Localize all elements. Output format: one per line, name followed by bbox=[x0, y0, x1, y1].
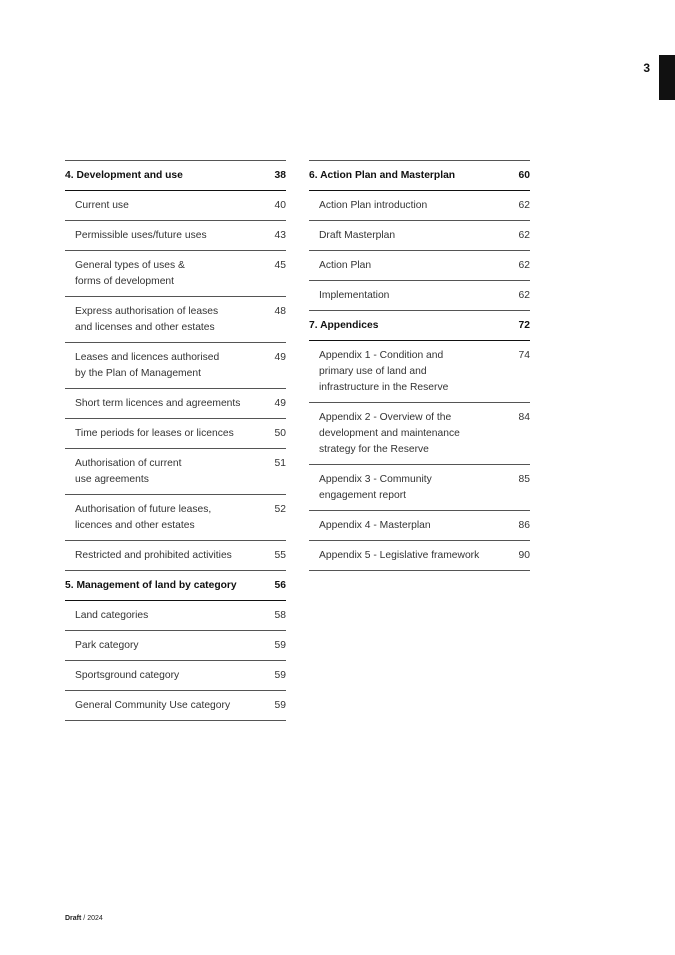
toc-entry-title: Restricted and prohibited activities bbox=[75, 550, 232, 561]
toc-entry-title: Sportsground category bbox=[75, 670, 180, 681]
toc-entry[interactable] bbox=[309, 221, 530, 251]
toc-entry[interactable] bbox=[65, 191, 286, 221]
toc-entry-page-number: 56 bbox=[274, 580, 286, 591]
page-edge-tab bbox=[659, 55, 675, 100]
toc-left-column bbox=[65, 160, 286, 721]
footer-separator: / bbox=[81, 915, 88, 922]
toc-entry-title: Appendix 1 - Condition and primary use of land and infrastructure in the Reserve bbox=[319, 350, 449, 393]
toc-entry-title: Authorisation of current use agreements bbox=[75, 458, 182, 485]
footer-year: 2024 bbox=[87, 915, 103, 922]
toc-entry[interactable] bbox=[65, 661, 286, 691]
toc-entry-page-number: 59 bbox=[274, 670, 286, 681]
toc-entry-title: Appendix 2 - Overview of the development and maintenance strategy for the Reserve bbox=[319, 412, 460, 455]
toc-entry-title: Leases and licences authorised by the Plan of Management bbox=[75, 352, 220, 379]
toc-entry[interactable] bbox=[65, 221, 286, 251]
toc-entry[interactable] bbox=[309, 251, 530, 281]
toc-entry-page-number: 58 bbox=[274, 610, 286, 621]
toc-entry-title: Implementation bbox=[319, 290, 390, 301]
toc-section-heading[interactable] bbox=[65, 161, 286, 191]
toc-entry-page-number: 84 bbox=[518, 412, 530, 423]
footer bbox=[65, 915, 103, 922]
toc-entry[interactable] bbox=[309, 465, 530, 511]
toc-entry[interactable] bbox=[65, 495, 286, 541]
toc-entry-page-number: 74 bbox=[518, 350, 530, 361]
toc-entry-title: 4. Development and use bbox=[65, 170, 183, 181]
toc-entry[interactable] bbox=[65, 343, 286, 389]
toc-entry-title: Time periods for leases or licences bbox=[75, 428, 234, 439]
toc-entry[interactable] bbox=[65, 631, 286, 661]
toc-entry-title: Action Plan introduction bbox=[319, 200, 428, 211]
toc-entry-page-number: 85 bbox=[518, 474, 530, 485]
toc-entry-page-number: 52 bbox=[274, 504, 286, 515]
toc-entry-page-number: 43 bbox=[274, 230, 286, 241]
toc-entry-title: General types of uses & forms of development bbox=[75, 260, 185, 287]
toc-entry[interactable] bbox=[65, 251, 286, 297]
toc-entry-page-number: 49 bbox=[274, 398, 286, 409]
toc-entry-page-number: 48 bbox=[274, 306, 286, 317]
toc-entry[interactable] bbox=[309, 191, 530, 221]
toc-section-heading[interactable] bbox=[309, 161, 530, 191]
toc-entry[interactable] bbox=[65, 419, 286, 449]
toc-section-heading[interactable] bbox=[309, 311, 530, 341]
toc-entry-title: Land categories bbox=[75, 610, 149, 621]
toc-entry-title: Appendix 5 - Legislative framework bbox=[319, 550, 480, 561]
toc-entry[interactable] bbox=[65, 297, 286, 343]
page-number: 3 bbox=[643, 61, 650, 75]
toc-entry-page-number: 59 bbox=[274, 640, 286, 651]
toc-section-heading[interactable] bbox=[65, 571, 286, 601]
toc-entry-page-number: 62 bbox=[518, 200, 530, 211]
toc-entry-page-number: 60 bbox=[518, 170, 530, 181]
toc-right-column bbox=[309, 160, 530, 571]
toc-entry[interactable] bbox=[309, 541, 530, 571]
toc-entry-page-number: 62 bbox=[518, 260, 530, 271]
toc-entry-page-number: 49 bbox=[274, 352, 286, 363]
toc-entry-title: Current use bbox=[75, 200, 129, 211]
toc-entry-page-number: 59 bbox=[274, 700, 286, 711]
toc-entry[interactable] bbox=[309, 403, 530, 465]
toc-entry-page-number: 51 bbox=[274, 458, 286, 469]
toc-entry-title: Park category bbox=[75, 640, 139, 651]
toc-entry-page-number: 90 bbox=[518, 550, 530, 561]
toc-entry-page-number: 45 bbox=[274, 260, 286, 271]
toc-entry[interactable] bbox=[65, 389, 286, 419]
toc-entry[interactable] bbox=[65, 449, 286, 495]
toc-entry-title: Permissible uses/future uses bbox=[75, 230, 207, 241]
toc-entry-title: 7. Appendices bbox=[309, 320, 379, 331]
toc-entry[interactable] bbox=[309, 511, 530, 541]
toc-entry[interactable] bbox=[65, 541, 286, 571]
toc-entry[interactable] bbox=[65, 691, 286, 721]
toc-entry-title: 5. Management of land by category bbox=[65, 580, 237, 591]
toc-entry-title: Short term licences and agreements bbox=[75, 398, 241, 409]
toc-entry-page-number: 86 bbox=[518, 520, 530, 531]
toc-entry-page-number: 38 bbox=[274, 170, 286, 181]
toc-entry[interactable] bbox=[309, 281, 530, 311]
toc-entry-page-number: 50 bbox=[274, 428, 286, 439]
toc-entry-page-number: 62 bbox=[518, 230, 530, 241]
toc-entry-title: 6. Action Plan and Masterplan bbox=[309, 170, 456, 181]
toc-entry-page-number: 55 bbox=[274, 550, 286, 561]
toc-entry[interactable] bbox=[65, 601, 286, 631]
toc-entry-title: Action Plan bbox=[319, 260, 372, 271]
toc-entry-title: Draft Masterplan bbox=[319, 230, 396, 241]
footer-status: Draft bbox=[65, 915, 82, 922]
toc-entry-page-number: 62 bbox=[518, 290, 530, 301]
toc-entry-title: Appendix 4 - Masterplan bbox=[319, 520, 431, 531]
toc-entry-title: Express authorisation of leases and licenses and other estates bbox=[75, 306, 219, 333]
toc-entry-page-number: 40 bbox=[274, 200, 286, 211]
toc-entry-title: Authorisation of future leases, licences and other estates bbox=[75, 504, 212, 531]
toc-entry-title: General Community Use category bbox=[75, 700, 231, 711]
toc-entry-title: Appendix 3 - Community engagement report bbox=[319, 474, 432, 501]
toc-entry-page-number: 72 bbox=[518, 320, 530, 331]
toc-entry[interactable] bbox=[309, 341, 530, 403]
